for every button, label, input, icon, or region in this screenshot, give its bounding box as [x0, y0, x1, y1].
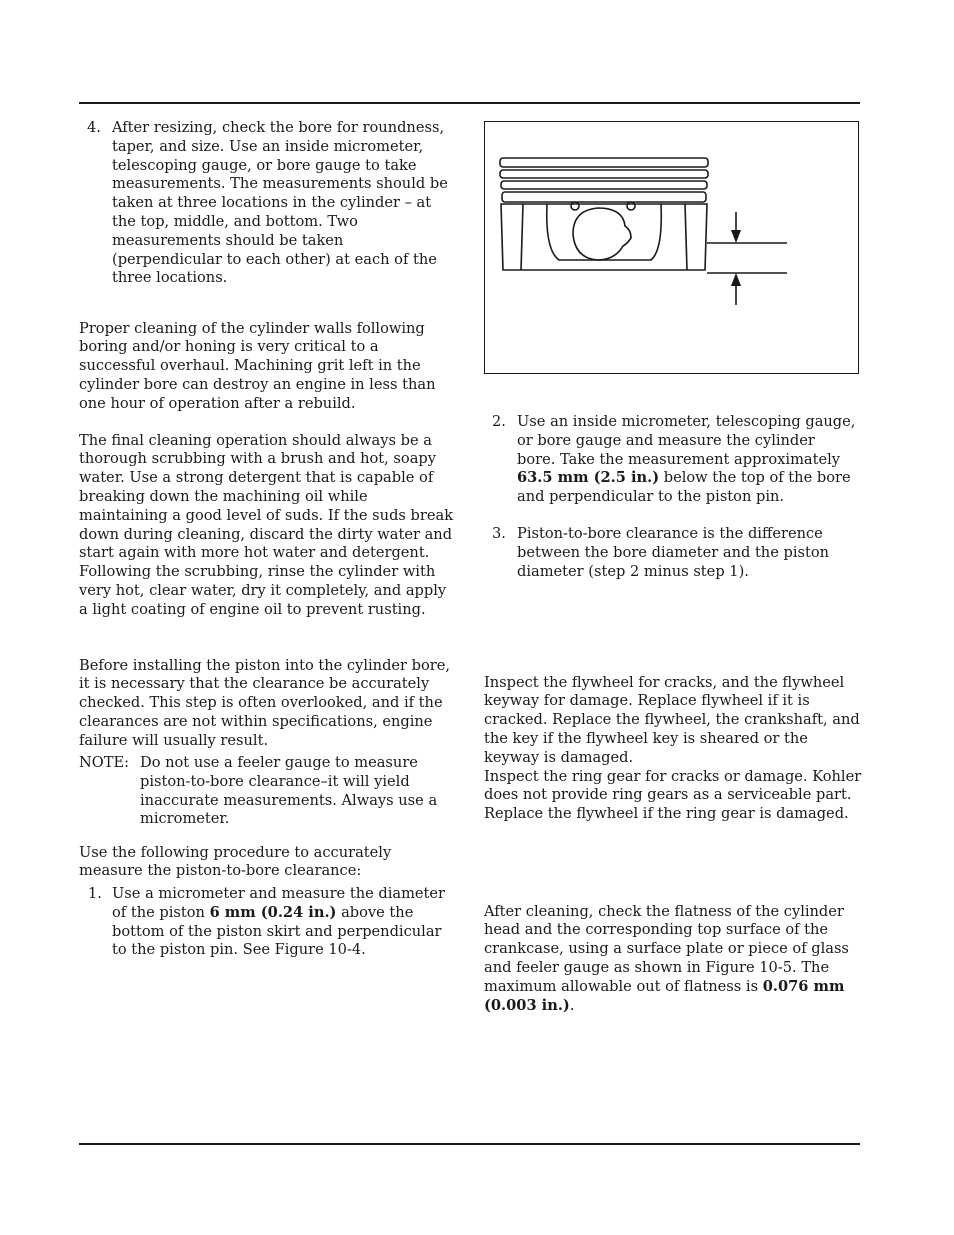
- step-2-bold-measurement: 63.5 mm (2.5 in.): [517, 469, 660, 487]
- piston-pin-hole: [573, 208, 631, 260]
- step-4: [79, 119, 459, 287]
- arrow-up-icon: [731, 273, 741, 286]
- step-4-number: 4.: [87, 119, 101, 136]
- flatness-paragraph: [484, 903, 862, 1016]
- step-3-text: Piston-to-bore clearance is the difference between the bore diameter and the piston diameter (step 2 minus step 1).: [517, 525, 830, 580]
- piston-ring-1: [500, 158, 708, 167]
- pin-boss: [547, 204, 662, 260]
- footer-rule: [79, 1143, 860, 1145]
- cleaning-paragraph-1: Proper cleaning of the cylinder walls following boring and/or honing is very critical to a successful overhaul. Machining grit left in the cylinder bore can destroy an engine in less than one hour of operation after a rebuild.: [79, 319, 436, 412]
- flatness-bold-measurement: 0.076 mm (0.003 in.): [484, 977, 845, 1014]
- step-1-text: [112, 885, 458, 960]
- step-1-bold-measurement: 6 mm (0.24 in.): [209, 903, 337, 921]
- step-4-text: After resizing, check the bore for roundness, taper, and size. Use an inside micrometer, telescoping gauge, or bore gauge to take measurements. The measurements should be taken at three locations in the cylinder – at the top, middle, and bottom. Two measurements should be taken (perpendicular to each other) at each of the three locations.: [112, 119, 448, 287]
- piston-ring-3: [501, 181, 707, 189]
- step-3-number: 3.: [492, 525, 506, 542]
- step-1-text-b: above the bottom of the piston skirt and perpendicular to the piston pin. See Figure 10-4.: [112, 903, 442, 959]
- flywheel-paragraph-1: Inspect the flywheel for cracks, and the flywheel keyway for damage. Replace flywheel if it is cracked. Replace the flywheel, the crankshaft, and the key if the flywheel key is sheared or the keyway is damaged.: [484, 673, 860, 766]
- clearance-paragraph: Before installing the piston into the cylinder bore, it is necessary that the clearance be accurately checked. This step is often overlooked, and if the clearances are not within specifications, engine failure will usually result.: [79, 656, 451, 749]
- step-2-text-b: below the top of the bore and perpendicular to the piston pin.: [517, 469, 851, 506]
- piston-figure-frame: [484, 121, 859, 374]
- flatness-text-b: .: [569, 996, 575, 1014]
- procedure-intro: Use the following procedure to accurately measure the piston-to-bore clearance:: [79, 843, 392, 880]
- step-1-text-a: Use a micrometer and measure the diameter of the piston: [112, 885, 446, 921]
- flatness-text-a: After cleaning, check the flatness of the cylinder head and the corresponding top surface of the crankcase, using a surface plate or piece of glass and feeler gauge as shown in Figure 10-5. The maximum allowable out of flatness is: [484, 902, 849, 995]
- step-2-text: [517, 413, 857, 507]
- step-2-text-a: Use an inside micrometer, telescoping gauge, or bore gauge and measure the cylinder bore. Take the measurement approximately: [517, 413, 856, 468]
- step-2-number: 2.: [492, 413, 506, 430]
- arrow-down-icon: [731, 230, 741, 243]
- note-block: [79, 754, 459, 828]
- piston-ring-2: [500, 170, 708, 178]
- step-1-number: 1.: [88, 885, 102, 902]
- step-3: [484, 525, 862, 585]
- step-1: [79, 885, 459, 965]
- note-text: Do not use a feeler gauge to measure piston-to-bore clearance–it will yield inaccurate measurements. Always use a micrometer.: [140, 754, 438, 828]
- piston-ring-4: [502, 192, 706, 202]
- piston-measurement-illustration: [485, 122, 860, 375]
- cleaning-paragraph-2: The final cleaning operation should always be a thorough scrubbing with a brush and hot, soapy water. Use a strong detergent that is capable of breaking down the machining oil while maintaining a good level of suds. If the suds break down during cleaning, discard the dirty water and start again with more hot water and detergent. Following the scrubbing, rinse the cylinder with very hot, clear water, dry it completely, and apply a light coating of engine oil to prevent rusting.: [79, 431, 454, 618]
- note-label: NOTE:: [79, 754, 130, 771]
- header-rule: [79, 102, 860, 104]
- step-2: [484, 413, 862, 513]
- flywheel-paragraph-2: Inspect the ring gear for cracks or damage. Kohler does not provide ring gears as a serviceable part. Replace the flywheel if the ring gear is damaged.: [484, 767, 862, 823]
